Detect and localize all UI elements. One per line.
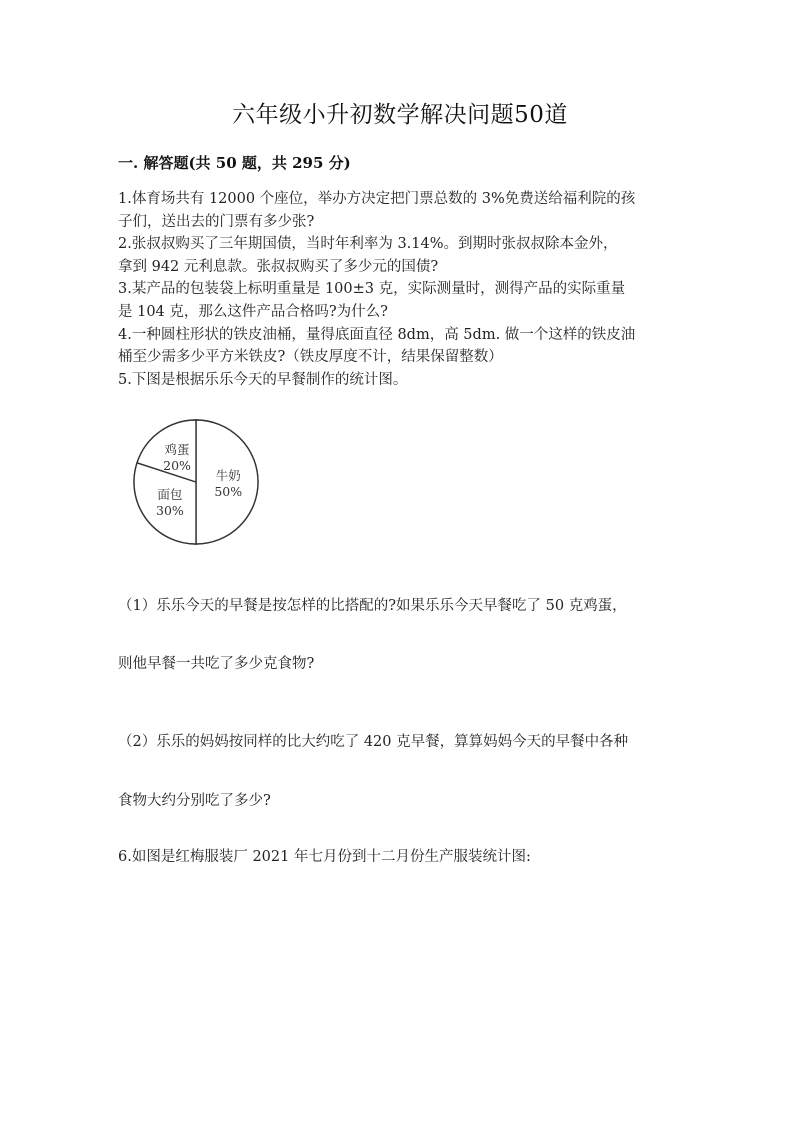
question-line: 3.某产品的包装袋上标明重量是 100±3 克，实际测量时，测得产品的实际重量 bbox=[118, 281, 626, 298]
question-list bbox=[118, 188, 692, 391]
sub-question-2-line-1: （2）乐乐的妈妈按同样的比大约吃了 420 克早餐，算算妈妈今天的早餐中各种 bbox=[118, 734, 629, 750]
pie-slice-label: 鸡蛋 bbox=[164, 441, 190, 457]
question-line: 是 104 克，那么这件产品合格吗?为什么? bbox=[118, 303, 388, 320]
sub-question-1-line-1: （1）乐乐今天的早餐是按怎样的比搭配的?如果乐乐今天早餐吃了 50 克鸡蛋， bbox=[118, 598, 627, 614]
page-title: 六年级小升初数学解决问题50道 bbox=[232, 102, 568, 128]
sub-question-1-line-2: 则他早餐一共吃了多少克食物? bbox=[118, 656, 315, 672]
question-line: 4.一种圆柱形状的铁皮油桶，量得底面直径 8dm，高 5dm. 做一个这样的铁皮油 bbox=[118, 326, 636, 343]
pie-slice-value: 20% bbox=[163, 457, 191, 473]
pie-slice-value: 30% bbox=[156, 502, 184, 518]
question-line: 5.下图是根据乐乐今天的早餐制作的统计图。 bbox=[118, 371, 408, 388]
sub-question-2-line-2: 食物大约分别吃了多少? bbox=[118, 793, 271, 809]
question-line: 子们，送出去的门票有多少张? bbox=[118, 213, 315, 230]
question-line: 拿到 942 元利息款。张叔叔购买了多少元的国债? bbox=[118, 258, 439, 275]
section-heading: 一. 解答题(共 50 题，共 295 分) bbox=[118, 154, 351, 172]
question-line: 1.体育场共有 12000 个座位，举办方决定把门票总数的 3%免费送给福利院的孩 bbox=[118, 191, 636, 207]
breakfast-pie-chart bbox=[126, 416, 266, 548]
pie-slice-label: 面包 bbox=[157, 486, 183, 502]
pie-slice-label: 牛奶 bbox=[215, 468, 241, 483]
question-6: 6.如图是红梅服装厂 2021 年七月份到十二月份生产服装统计图: bbox=[118, 849, 531, 865]
pie-slice-value: 50% bbox=[214, 484, 243, 499]
question-line: 2.张叔叔购买了三年期国债，当时年利率为 3.14%。到期时张叔叔除本金外， bbox=[118, 236, 618, 253]
question-line: 桶至少需多少平方米铁皮?（铁皮厚度不计，结果保留整数） bbox=[118, 349, 503, 366]
